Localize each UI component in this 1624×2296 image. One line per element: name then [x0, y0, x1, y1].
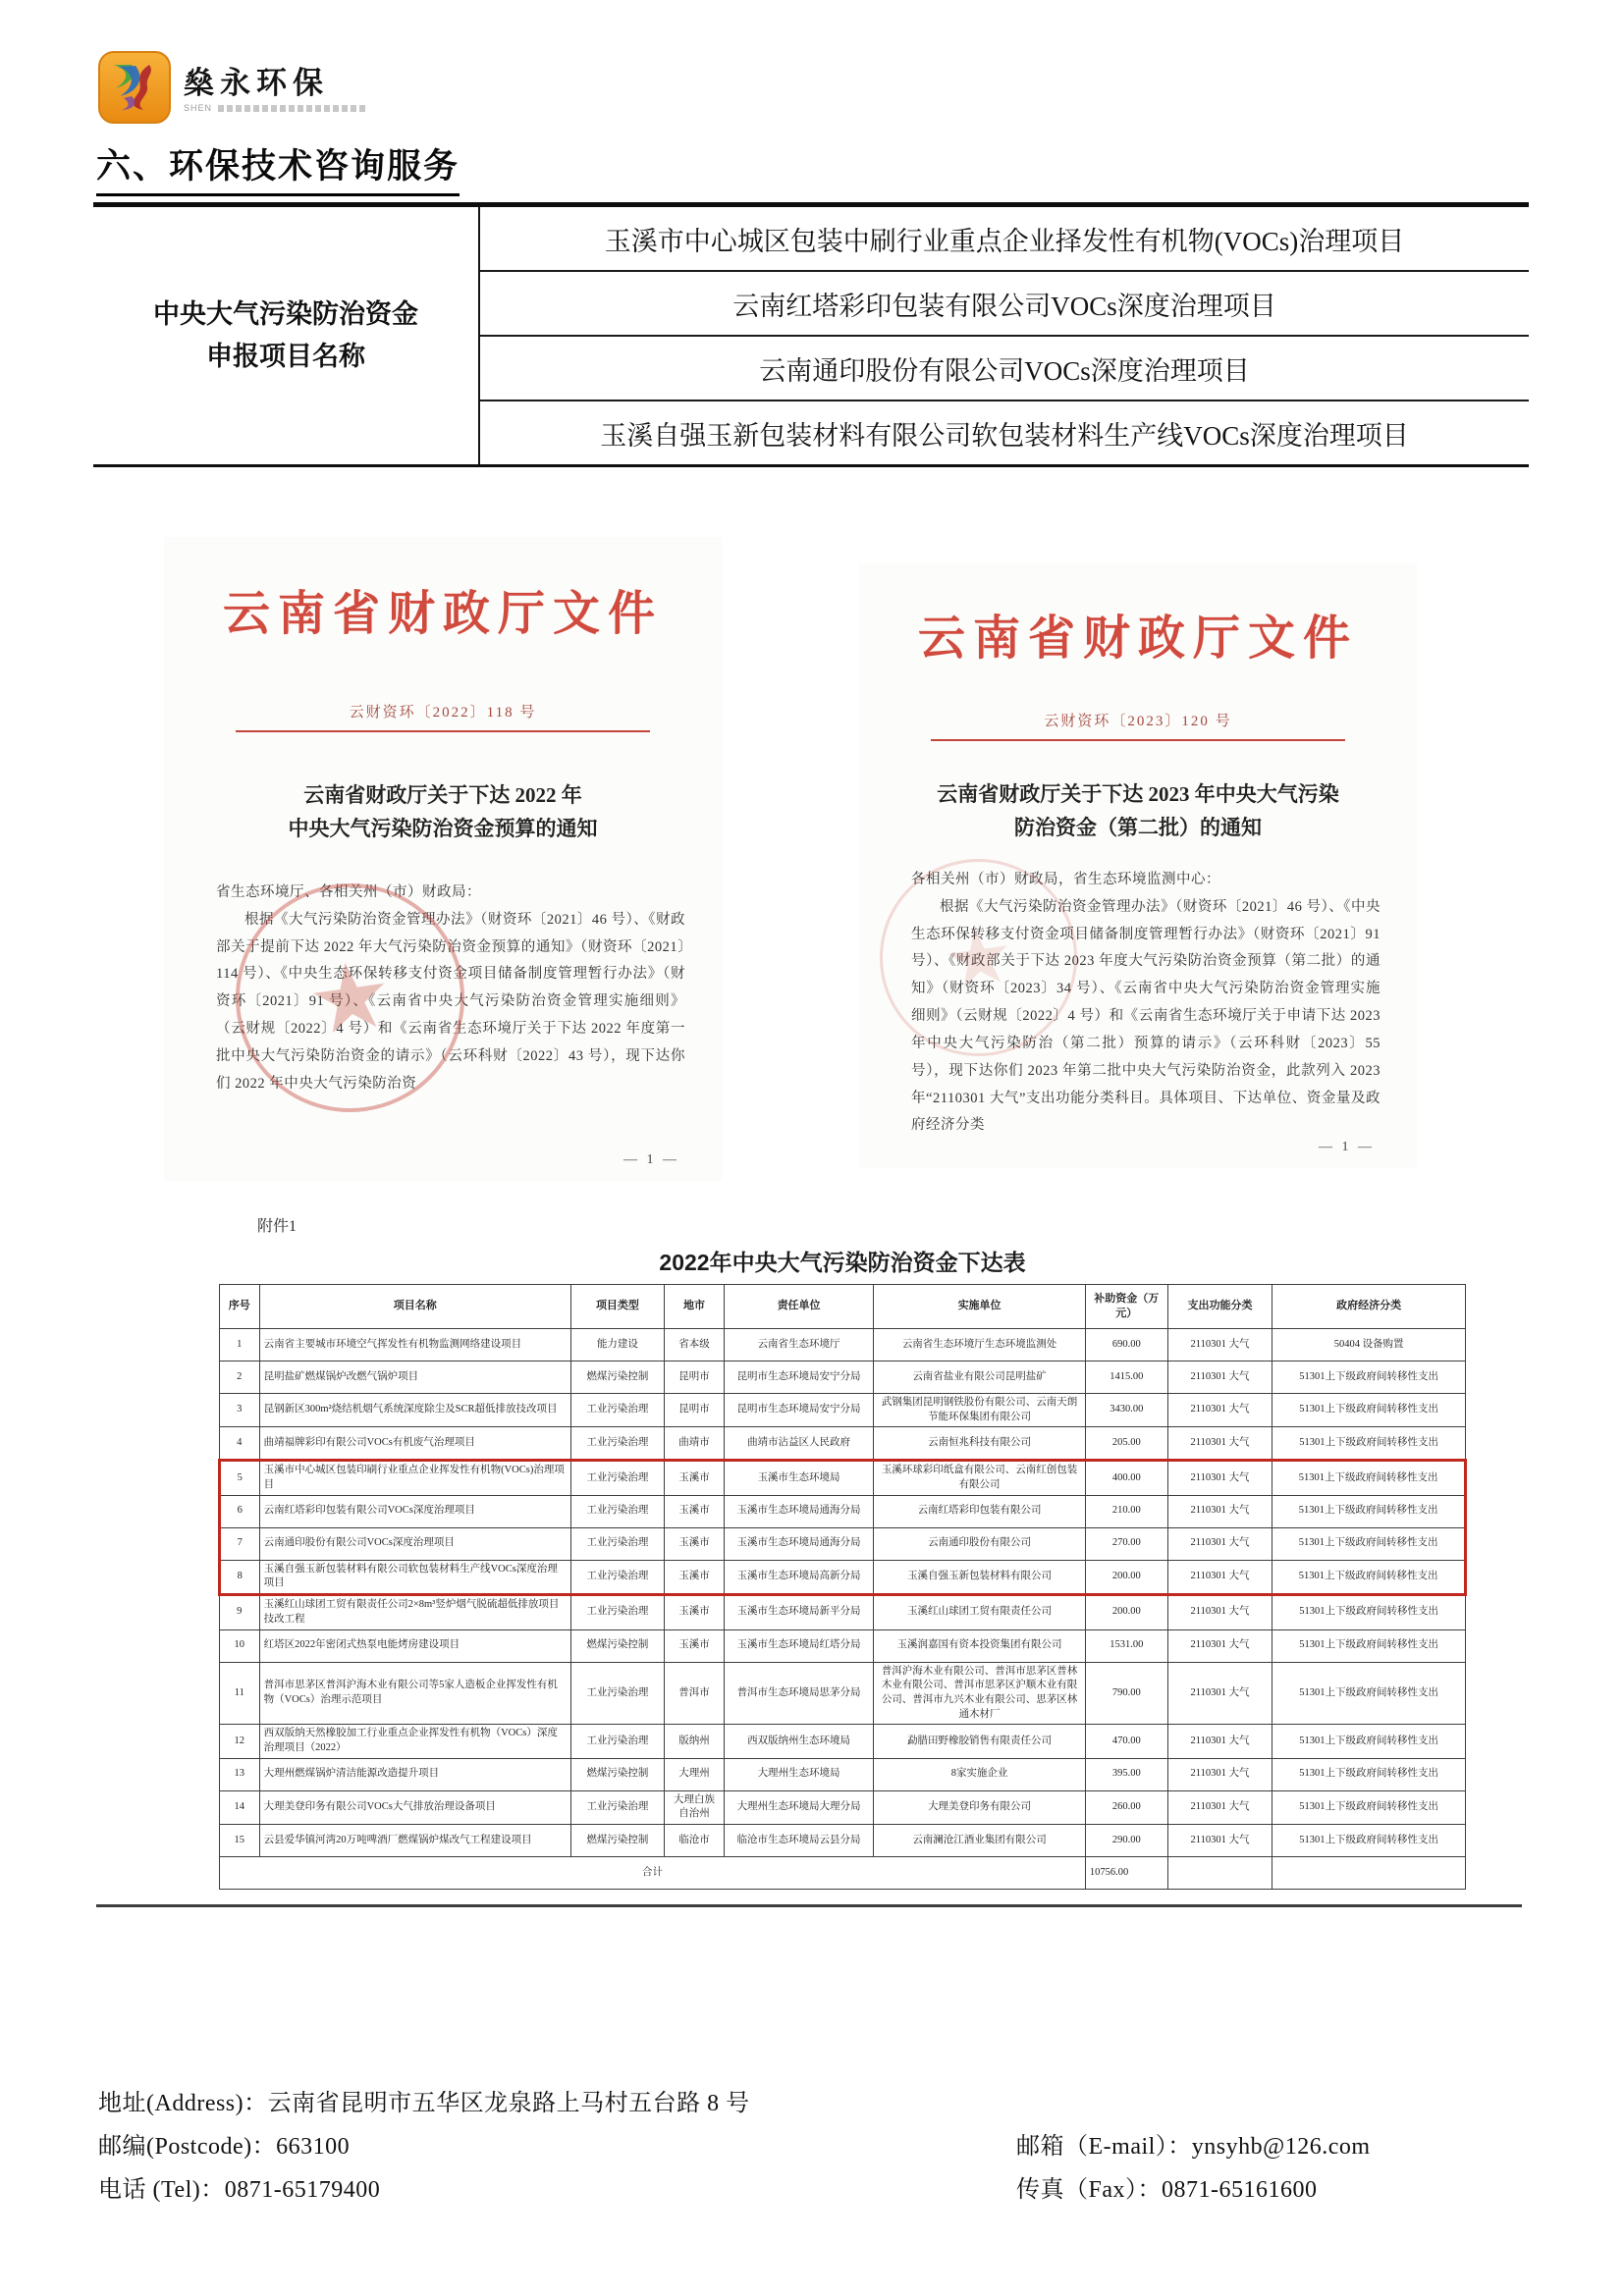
funding-project-row: 玉溪市中心城区包装中刷行业重点企业择发性有机物(VOCs)治理项目: [480, 207, 1529, 272]
red-divider-line: [236, 730, 650, 732]
grant-cell: 普洱沪海木业有限公司、普洱市思茅区普林木业有限公司、普洱市思茅区沪顺木业有限公司、普洱市九兴木业有限公司、思茅区林通木材厂: [874, 1662, 1086, 1725]
grant-cell: 普洱市思茅区普洱沪海木业有限公司等5家人造板企业挥发性有机物（VOCs）治理示范项目: [259, 1662, 570, 1725]
funding-table-label: 中央大气污染防治资金申报项目名称: [93, 207, 480, 464]
grant-cell: 玉溪自强玉新包装材料有限公司软包装材料生产线VOCs深度治理项目: [259, 1560, 570, 1594]
grant-cell: 2110301 大气: [1167, 1725, 1272, 1758]
grant-cell: 大理州燃煤锅炉清洁能源改造提升项目: [259, 1758, 570, 1790]
doc-salutation: 省生态环境厅、各相关州（市）财政局：: [216, 884, 481, 900]
grant-table-row: [220, 1595, 1466, 1629]
grant-cell: 玉溪市中心城区包装印刷行业重点企业挥发性有机物(VOCs)治理项目: [259, 1461, 570, 1495]
grant-table: [218, 1284, 1467, 1890]
grant-cell: 大理州: [665, 1758, 725, 1790]
grant-cell: 昆明市生态环境局安宁分局: [724, 1362, 873, 1394]
grant-cell: 昆明市: [665, 1362, 725, 1394]
grant-cell: 51301上下级政府间转移性支出: [1272, 1725, 1466, 1758]
grant-cell: 版纳州: [665, 1725, 725, 1758]
section-heading: 六、环保技术咨询服务: [96, 139, 460, 196]
grant-cell: 2110301 大气: [1167, 1362, 1272, 1394]
grant-cell: 普洱市: [665, 1662, 725, 1725]
grant-cell: 9: [220, 1595, 260, 1629]
grant-cell: 51301上下级政府间转移性支出: [1272, 1527, 1466, 1560]
grant-cell: 2110301 大气: [1167, 1790, 1272, 1824]
grant-cell: 西双版纳州生态环境局: [724, 1725, 873, 1758]
grant-cell: 大理美登印务有限公司VOCs大气排放治理设备项目: [259, 1790, 570, 1824]
grant-cell: 2110301 大气: [1167, 1595, 1272, 1629]
grant-cell: 51301上下级政府间转移性支出: [1272, 1495, 1466, 1527]
grant-cell: 2110301 大气: [1167, 1427, 1272, 1461]
grant-cell: 470.00: [1085, 1725, 1167, 1758]
grant-cell: 工业污染治理: [570, 1560, 664, 1594]
grant-cell: 7: [220, 1527, 260, 1560]
doc-title: 云南省财政厅文件: [222, 588, 663, 640]
grant-cell: 51301上下级政府间转移性支出: [1272, 1595, 1466, 1629]
grant-cell: 14: [220, 1790, 260, 1824]
grant-cell: 工业污染治理: [570, 1461, 664, 1495]
grant-cell: 玉溪市生态环境局高新分局: [724, 1560, 873, 1594]
grant-cell: 昆明市生态环境局安宁分局: [724, 1394, 873, 1427]
footer-fax: 传真（Fax）：0871-65161600: [1016, 2177, 1318, 2203]
grant-cell: 51301上下级政府间转移性支出: [1272, 1825, 1466, 1857]
grant-cell: 西双版纳天然橡胶加工行业重点企业挥发性有机物（VOCs）深度治理项目（2022）: [259, 1725, 570, 1758]
grant-cell: 51301上下级政府间转移性支出: [1272, 1758, 1466, 1790]
grant-cell: 51301上下级政府间转移性支出: [1272, 1560, 1466, 1594]
doc-page-number: — 1 —: [1319, 1140, 1375, 1154]
grant-cell: 51301上下级政府间转移性支出: [1272, 1629, 1466, 1662]
grant-cell: 5: [220, 1461, 260, 1495]
grant-cell: 大理州生态环境局: [724, 1758, 873, 1790]
doc-body: [216, 880, 685, 1098]
grant-cell: 云县爱华镇河湾20万吨啤酒厂燃煤锅炉煤改气工程建设项目: [259, 1825, 570, 1857]
grant-cell: 290.00: [1085, 1825, 1167, 1857]
grant-cell: 工业污染治理: [570, 1527, 664, 1560]
seal-star-icon: ★: [300, 940, 400, 1055]
grant-total-label: 合计: [220, 1857, 1086, 1890]
grant-table-row: [220, 1394, 1466, 1427]
grant-cell: 大理白族自治州: [665, 1790, 725, 1824]
doc-body: [911, 867, 1380, 1140]
grant-table-row: [220, 1629, 1466, 1662]
grant-table-row: [220, 1427, 1466, 1461]
grant-cell: 2110301 大气: [1167, 1527, 1272, 1560]
grant-cell: 玉溪环球彩印纸盒有限公司、云南红创包装有限公司: [874, 1461, 1086, 1495]
grant-cell: 玉溪市生态环境局红塔分局: [724, 1629, 873, 1662]
grant-cell: 51301上下级政府间转移性支出: [1272, 1461, 1466, 1495]
grant-cell: 2110301 大气: [1167, 1825, 1272, 1857]
doc-salutation: 各相关州（市）财政局，省生态环境监测中心：: [911, 872, 1220, 887]
grant-cell-empty: [1167, 1857, 1272, 1890]
grant-cell: 12: [220, 1725, 260, 1758]
doc-subject-line1: 云南省财政厅关于下达 2022 年: [303, 783, 582, 807]
grant-column-header: 地市: [665, 1285, 725, 1329]
grant-cell: 205.00: [1085, 1427, 1167, 1461]
grant-cell: 2110301 大气: [1167, 1495, 1272, 1527]
grant-cell: 工业污染治理: [570, 1662, 664, 1725]
logo-brand-text: 燊永环保: [184, 65, 329, 100]
grant-cell: 玉溪红山球团工贸有限责任公司2×8m³竖炉烟气脱硫超低排放项目技改工程: [259, 1595, 570, 1629]
seal-star-icon: ★: [938, 910, 1020, 1007]
grant-cell: 1: [220, 1329, 260, 1362]
doc-subject: [192, 779, 693, 845]
grant-table-row: [220, 1495, 1466, 1527]
doc-paragraph: 根据《大气污染防治资金管理办法》（财资环〔2021〕46 号）、《财政部关于提前下达 2022 年大气污染防治资金预算的通知》（财资环〔2021〕114 号）、《中央生态环保转移支付资金项目储备制度管理暂行办法》（财资环〔2021〕91 号）、《云南省中央大气污染防治资金管理实施细则》（云财规〔2022〕4 号）和《云南省生态环境厅关于下达 2022 年度第一批中央大气污染防治资金的请示》（云环科财〔2022〕43 号），现下达你们 2022 年中央大气污染防治资: [216, 911, 685, 1092]
grant-cell: 210.00: [1085, 1495, 1167, 1527]
grant-cell: 大理美登印务有限公司: [874, 1790, 1086, 1824]
grant-cell: 工业污染治理: [570, 1790, 664, 1824]
grant-cell: 勐腊田野橡胶销售有限责任公司: [874, 1725, 1086, 1758]
grant-cell: 玉溪市: [665, 1629, 725, 1662]
document-scan-2023: [860, 564, 1416, 1167]
grant-cell: 51301上下级政府间转移性支出: [1272, 1394, 1466, 1427]
red-divider-line: [931, 739, 1345, 741]
grant-cell: 能力建设: [570, 1329, 664, 1362]
grant-cell: 200.00: [1085, 1560, 1167, 1594]
grant-cell: 燃煤污染控制: [570, 1629, 664, 1662]
footer-postcode: 邮编(Postcode)：663100: [98, 2134, 351, 2160]
grant-cell: 690.00: [1085, 1329, 1167, 1362]
doc-number: 云财资环〔2022〕118 号: [349, 705, 537, 721]
grant-cell: 1531.00: [1085, 1629, 1167, 1662]
grant-table-row: [220, 1825, 1466, 1857]
grant-cell: 武钢集团昆明钢铁股份有限公司、云南天朗节能环保集团有限公司: [874, 1394, 1086, 1427]
grant-column-header: 补助资金（万元）: [1085, 1285, 1167, 1329]
grant-cell: 51301上下级政府间转移性支出: [1272, 1427, 1466, 1461]
grant-table-row: [220, 1758, 1466, 1790]
footer-divider-line: [96, 1904, 1522, 1907]
grant-cell: 1415.00: [1085, 1362, 1167, 1394]
company-logo: [98, 51, 365, 129]
grant-cell: 云南澜沧江酒业集团有限公司: [874, 1825, 1086, 1857]
doc-subject-line1: 云南省财政厅关于下达 2023 年中央大气污染: [937, 782, 1339, 806]
grant-cell: 普洱市生态环境局思茅分局: [724, 1662, 873, 1725]
grant-cell: 玉溪市: [665, 1527, 725, 1560]
grant-table-title: 2022年中央大气污染防治资金下达表: [659, 1250, 1026, 1275]
grant-cell: 昆明盐矿燃煤锅炉改燃气锅炉项目: [259, 1362, 570, 1394]
grant-cell: 工业污染治理: [570, 1725, 664, 1758]
funding-project-row: 云南通印股份有限公司VOCs深度治理项目: [480, 337, 1529, 401]
grant-cell: 2110301 大气: [1167, 1329, 1272, 1362]
grant-cell: 曲靖市沾益区人民政府: [724, 1427, 873, 1461]
grant-cell: 省本级: [665, 1329, 725, 1362]
grant-cell: 10: [220, 1629, 260, 1662]
grant-cell: 昆钢新区300m²烧结机烟气系统深度除尘及SCR超低排放技改项目: [259, 1394, 570, 1427]
grant-column-header: 实施单位: [874, 1285, 1086, 1329]
grant-cell: 玉溪市生态环境局新平分局: [724, 1595, 873, 1629]
grant-cell: 2110301 大气: [1167, 1629, 1272, 1662]
funding-project-row: 云南红塔彩印包装有限公司VOCs深度治理项目: [480, 272, 1529, 337]
grant-cell: 云南通印股份有限公司VOCs深度治理项目: [259, 1527, 570, 1560]
grant-cell: 200.00: [1085, 1595, 1167, 1629]
grant-cell: 云南恒兆科技有限公司: [874, 1427, 1086, 1461]
grant-cell: 玉溪市: [665, 1495, 725, 1527]
grant-cell: 工业污染治理: [570, 1394, 664, 1427]
grant-cell: 2110301 大气: [1167, 1662, 1272, 1725]
footer-telephone: 电话 (Tel)：0871-65179400: [98, 2177, 381, 2203]
grant-cell: 云南省盐业有限公司昆明盐矿: [874, 1362, 1086, 1394]
grant-column-header: 责任单位: [724, 1285, 873, 1329]
grant-cell: 8家实施企业: [874, 1758, 1086, 1790]
grant-cell: 51301上下级政府间转移性支出: [1272, 1362, 1466, 1394]
grant-cell: 2110301 大气: [1167, 1394, 1272, 1427]
grant-table-row: [220, 1461, 1466, 1495]
grant-table-total-row: [220, 1857, 1466, 1890]
grant-cell: 工业污染治理: [570, 1427, 664, 1461]
grant-cell: 2: [220, 1362, 260, 1394]
grant-cell: 11: [220, 1662, 260, 1725]
grant-cell: 50404 设备购置: [1272, 1329, 1466, 1362]
grant-column-header: 项目名称: [259, 1285, 570, 1329]
grant-cell: 临沧市生态环境局云县分局: [724, 1825, 873, 1857]
grant-cell: 云南省生态环境厅生态环境监测处: [874, 1329, 1086, 1362]
grant-column-header: 序号: [220, 1285, 260, 1329]
grant-cell: 2110301 大气: [1167, 1560, 1272, 1594]
document-scan-2022: [165, 538, 721, 1180]
grant-cell: 2110301 大气: [1167, 1461, 1272, 1495]
funding-project-row: 玉溪自强玉新包装材料有限公司软包装材料生产线VOCs深度治理项目: [600, 420, 1409, 451]
grant-cell: 51301上下级政府间转移性支出: [1272, 1790, 1466, 1824]
doc-page-number: — 1 —: [623, 1152, 679, 1167]
grant-cell: 玉溪自强玉新包装材料有限公司: [874, 1560, 1086, 1594]
grant-cell: 云南省生态环境厅: [724, 1329, 873, 1362]
grant-cell: 玉溪红山球团工贸有限责任公司: [874, 1595, 1086, 1629]
funding-project-list: [480, 207, 1529, 464]
grant-cell: 260.00: [1085, 1790, 1167, 1824]
grant-table-row: [220, 1527, 1466, 1560]
funding-projects-table: [93, 202, 1529, 467]
grant-table-row: [220, 1662, 1466, 1725]
grant-cell: 工业污染治理: [570, 1595, 664, 1629]
doc-subject-line2: 中央大气污染防治资金预算的通知: [288, 816, 598, 840]
grant-cell: 红塔区2022年密闭式热泵电能烤房建设项目: [259, 1629, 570, 1662]
grant-cell: 3: [220, 1394, 260, 1427]
grant-cell: 270.00: [1085, 1527, 1167, 1560]
footer-address: 地址(Address)：云南省昆明市五华区龙泉路上马村五台路 8 号: [98, 2091, 750, 2116]
grant-cell: 3430.00: [1085, 1394, 1167, 1427]
doc-paragraph: 根据《大气污染防治资金管理办法》（财资环〔2021〕46 号）、《中央生态环保转移支付资金项目储备制度管理暂行办法》（财资环〔2021〕91 号）、《财政部关于下达 2023 年度大气污染防治资金预算（第二批）的通知》（财资环〔2023〕34 号）、《云南省中央大气污染防治资金管理实施细则》（云财规〔2022〕4 号）和《云南省生态环境厅关于申请下达 2023 年中央大气污染防治（第二批）预算的请示》（云环科财〔2023〕55 号），现下达你们 2023 年第二批中央大气污染防治资金，此款列入 2023 年“2110301 大气”支出功能分类科目。具体项目、下达单位、资金量及政府经济分类: [911, 898, 1380, 1134]
attachment-label: 附件1: [257, 1218, 298, 1235]
logo-sub-tagline: [218, 105, 365, 112]
grant-cell: 51301上下级政府间转移性支出: [1272, 1662, 1466, 1725]
grant-cell: 玉溪市生态环境局通海分局: [724, 1527, 873, 1560]
doc-number: 云财资环〔2023〕120 号: [1044, 714, 1232, 729]
grant-cell: 8: [220, 1560, 260, 1594]
grant-cell: 4: [220, 1427, 260, 1461]
grant-cell: 玉溪润嘉国有资本投资集团有限公司: [874, 1629, 1086, 1662]
grant-cell: 790.00: [1085, 1662, 1167, 1725]
grant-total-value: 10756.00: [1085, 1857, 1167, 1890]
grant-cell: 曲靖市: [665, 1427, 725, 1461]
doc-subject: [888, 778, 1388, 844]
grant-table-row: [220, 1362, 1466, 1394]
grant-cell: 395.00: [1085, 1758, 1167, 1790]
grant-cell: 400.00: [1085, 1461, 1167, 1495]
grant-cell: 曲靖福牌彩印有限公司VOCs有机废气治理项目: [259, 1427, 570, 1461]
grant-cell: 工业污染治理: [570, 1495, 664, 1527]
grant-cell: 燃煤污染控制: [570, 1825, 664, 1857]
grant-cell: 玉溪市: [665, 1595, 725, 1629]
grant-cell: 临沧市: [665, 1825, 725, 1857]
grant-cell-empty: [1272, 1857, 1466, 1890]
shen-logo-icon: [98, 51, 171, 129]
grant-cell: 2110301 大气: [1167, 1758, 1272, 1790]
grant-cell: 15: [220, 1825, 260, 1857]
grant-table-header-row: [220, 1285, 1466, 1329]
grant-cell: 燃煤污染控制: [570, 1362, 664, 1394]
doc-title: 云南省财政厅文件: [917, 613, 1358, 665]
grant-table-row: [220, 1329, 1466, 1362]
grant-cell: 云南红塔彩印包装有限公司: [874, 1495, 1086, 1527]
grant-cell: 云南省主要城市环境空气挥发性有机物监测网络建设项目: [259, 1329, 570, 1362]
grant-cell: 大理州生态环境局大理分局: [724, 1790, 873, 1824]
grant-table-row: [220, 1560, 1466, 1594]
grant-table-row: [220, 1790, 1466, 1824]
grant-cell: 昆明市: [665, 1394, 725, 1427]
logo-sub-text: SHEN: [184, 103, 213, 114]
grant-cell: 云南红塔彩印包装有限公司VOCs深度治理项目: [259, 1495, 570, 1527]
grant-cell: 玉溪市: [665, 1461, 725, 1495]
grant-cell: 玉溪市生态环境局通海分局: [724, 1495, 873, 1527]
grant-column-header: 项目类型: [570, 1285, 664, 1329]
grant-cell: 燃煤污染控制: [570, 1758, 664, 1790]
grant-table-row: [220, 1725, 1466, 1758]
grant-column-header: 支出功能分类: [1167, 1285, 1272, 1329]
grant-cell: 玉溪市生态环境局: [724, 1461, 873, 1495]
grant-cell: 13: [220, 1758, 260, 1790]
grant-cell: 玉溪市: [665, 1560, 725, 1594]
footer-email: 邮箱（E-mail）：ynsyhb@126.com: [1016, 2134, 1371, 2160]
grant-cell: 6: [220, 1495, 260, 1527]
grant-column-header: 政府经济分类: [1272, 1285, 1466, 1329]
doc-subject-line2: 防治资金（第二批）的通知: [1014, 815, 1262, 839]
grant-cell: 云南通印股份有限公司: [874, 1527, 1086, 1560]
